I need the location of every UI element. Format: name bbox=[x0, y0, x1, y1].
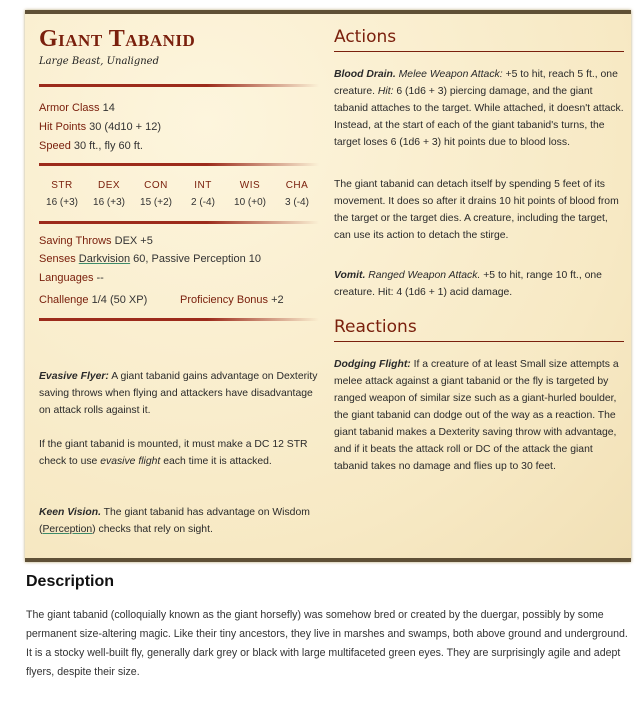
ability-name: WIS bbox=[239, 180, 261, 191]
senses-label: Senses bbox=[39, 253, 76, 265]
trait-text: A giant tabanid gains advantage on Dexterity saving throws when flying and attackers have disadvantage on attack rolls against it. bbox=[39, 371, 318, 416]
trait-evasive-flyer bbox=[39, 368, 319, 419]
trait-text: ) checks that rely on sight. bbox=[92, 524, 213, 535]
hit-points-label: Hit Points bbox=[39, 121, 87, 133]
armor-class-label: Armor Class bbox=[39, 102, 100, 114]
action-name: Vomit. bbox=[334, 270, 366, 281]
action-detach: The giant tabanid can detach itself by spending 5 feet of its movement. It does so after it drains 10 hit points of blood from the target or the target dies. A creature, including the target, can use its action to detach the stirge. bbox=[334, 179, 619, 241]
trait-text: If the giant tabanid is mounted, it must make a DC 12 STR check to use bbox=[39, 439, 308, 467]
action-hit: Hit: bbox=[377, 86, 394, 97]
reactions-heading-rule bbox=[334, 341, 624, 342]
hit-points-value: 30 (4d10 + 12) bbox=[89, 121, 162, 133]
speed bbox=[39, 140, 143, 152]
ability-score: 16 (+3) bbox=[46, 197, 78, 208]
languages-value: -- bbox=[96, 272, 104, 284]
trait-mounted bbox=[39, 436, 319, 470]
reaction-dodging-flight bbox=[334, 356, 624, 475]
trait-name: Keen Vision. bbox=[39, 507, 101, 518]
divider bbox=[39, 163, 319, 166]
divider bbox=[39, 84, 319, 87]
reactions-heading: Reactions bbox=[334, 317, 417, 337]
action-type: Ranged Weapon Attack. bbox=[368, 270, 481, 281]
ability-score: 3 (-4) bbox=[285, 197, 309, 208]
trait-text: The giant tabanid has advantage on Wisdom ( bbox=[39, 507, 310, 535]
perception-link[interactable]: Perception bbox=[42, 524, 93, 535]
action-name: Blood Drain. bbox=[334, 69, 396, 80]
speed-label: Speed bbox=[39, 140, 71, 152]
action-text: +5 to hit, range 10 ft., one creature. Hit: 4 (1d6 + 1) acid damage. bbox=[334, 270, 602, 298]
divider bbox=[39, 221, 319, 224]
trait-text: each time it is attacked. bbox=[160, 456, 272, 467]
saving-throws bbox=[39, 235, 153, 247]
armor-class-value: 14 bbox=[102, 102, 115, 114]
ability-score: 16 (+3) bbox=[93, 197, 125, 208]
ability-name: STR bbox=[51, 180, 73, 191]
saving-throws-value: DEX +5 bbox=[114, 235, 153, 247]
languages-label: Languages bbox=[39, 272, 94, 284]
proficiency-value: +2 bbox=[271, 294, 284, 306]
description-text: The giant tabanid (colloquially known as the giant horsefly) was somehow bred or created by the duergar, possibly by some permanent size-altering magic. Like their tiny ancestors, they live in marshes and swamps, both above ground and underground. It is a stocky well-built fly, generally dark grey or black with large multifaceted green eyes. They are surprisingly agile and adept flyers, despite their size. bbox=[26, 609, 628, 678]
proficiency-label: Proficiency Bonus bbox=[180, 294, 269, 306]
ability-score: 2 (-4) bbox=[191, 197, 215, 208]
darkvision-link[interactable]: Darkvision bbox=[78, 253, 131, 265]
action-blood-drain bbox=[334, 66, 624, 151]
trait-name: Evasive Flyer: bbox=[39, 371, 109, 382]
saving-throws-label: Saving Throws bbox=[39, 235, 112, 247]
trait-keen-vision bbox=[39, 504, 319, 538]
monster-name: Giant Tabanid bbox=[39, 26, 196, 52]
proficiency-bonus bbox=[180, 294, 284, 306]
action-text: +5 to hit, reach 5 ft., one creature. bbox=[334, 69, 618, 97]
description-title: Description bbox=[26, 573, 115, 590]
actions-heading-rule bbox=[334, 51, 624, 52]
challenge bbox=[39, 294, 147, 306]
ability-score: 10 (+0) bbox=[234, 197, 266, 208]
action-text: 6 (1d6 + 3) piercing damage, and the giant tabanid attaches to the target. While attached, it doesn't attack. Instead, at the start of each of the giant tabanid's turns, the target loses 6 (1d6 + 3) hit points due to blood loss. bbox=[334, 86, 624, 148]
ability-score: 15 (+2) bbox=[140, 197, 172, 208]
ability-name: CON bbox=[144, 180, 168, 191]
reaction-name: Dodging Flight: bbox=[334, 359, 411, 370]
armor-class bbox=[39, 102, 115, 114]
divider bbox=[39, 318, 319, 321]
trait-emphasis: evasive flight bbox=[100, 456, 161, 467]
challenge-label: Challenge bbox=[39, 294, 89, 306]
monster-type: Large Beast, Unaligned bbox=[39, 56, 160, 67]
speed-value: 30 ft., fly 60 ft. bbox=[73, 140, 143, 152]
senses-value: 60, Passive Perception 10 bbox=[130, 253, 261, 265]
actions-heading: Actions bbox=[334, 27, 397, 47]
senses bbox=[39, 253, 261, 265]
ability-name: INT bbox=[194, 180, 212, 191]
languages bbox=[39, 272, 104, 284]
stat-block bbox=[25, 10, 631, 562]
reaction-text: If a creature of at least Small size attempts a melee attack against a giant tabanid or the fly is targeted by ranged weapon of similar size such as a giant-hurled boulder, the giant tabanid can dodge out of the way as a reaction. The giant tabanid makes a Dexterity saving throw with advantage, and if it beats the attack roll or DC of the attack the giant tabanid takes no damage and flies up to 30 feet. bbox=[334, 359, 619, 472]
challenge-value: 1/4 (50 XP) bbox=[91, 294, 148, 306]
ability-name: CHA bbox=[285, 180, 309, 191]
ability-name: DEX bbox=[97, 180, 121, 191]
action-type: Melee Weapon Attack: bbox=[398, 69, 503, 80]
hit-points bbox=[39, 121, 161, 133]
action-vomit bbox=[334, 267, 624, 301]
